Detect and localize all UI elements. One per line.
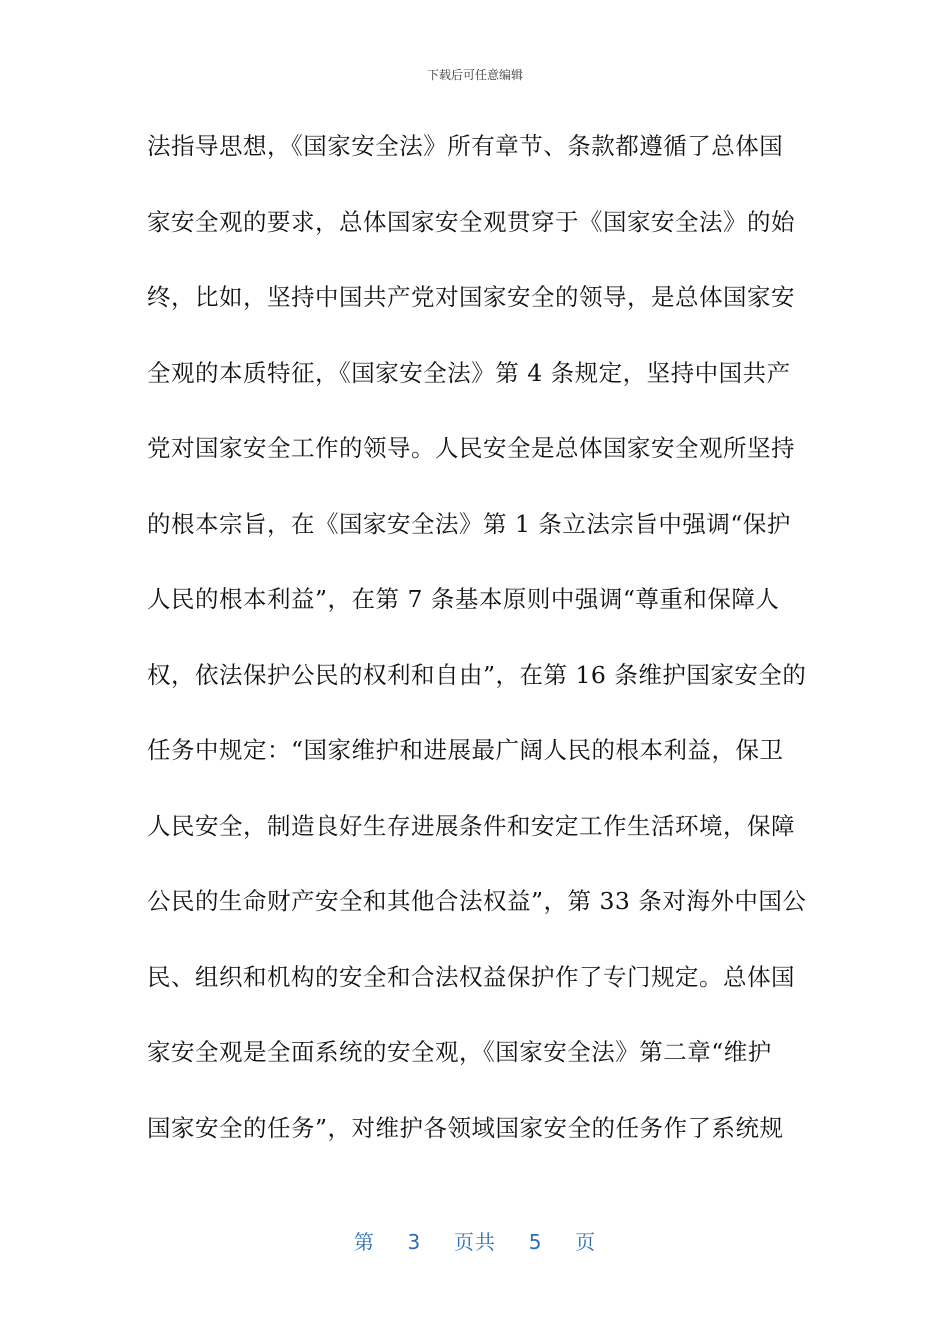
footer-suffix: 页: [575, 1230, 597, 1254]
footer-prefix: 第: [353, 1230, 375, 1254]
document-body: [147, 128, 807, 1185]
body-line: 全观的本质特征，《国家安全法》第 4 条规定，坚持中国共产: [147, 358, 791, 387]
body-line: 家安全观是全面系统的安全观，《国家安全法》第二章“维护: [147, 1038, 772, 1066]
body-line: 任务中规定：“国家维护和进展最广阔人民的根本利益，保卫: [147, 736, 784, 764]
body-line: 党对国家安全工作的领导。人民安全是总体国家安全观所坚持: [147, 434, 795, 462]
body-line: 公民的生命财产安全和其他合法权益”，第 33 条对海外中国公: [147, 887, 807, 915]
body-line: 权，依法保护公民的权利和自由”，在第 16 条维护国家安全的: [147, 660, 807, 689]
total-pages-number: 5: [528, 1230, 543, 1254]
page-footer: [0, 1226, 950, 1255]
page-header: 下载后可任意编辑: [426, 68, 523, 82]
footer-middle: 页共: [454, 1230, 496, 1254]
body-line: 家安全观的要求，总体国家安全观贯穿于《国家安全法》的始: [147, 207, 795, 236]
body-line: 人民的根本利益”，在第 7 条基本原则中强调“尊重和保障人: [147, 585, 780, 613]
body-line: 的根本宗旨，在《国家安全法》第 1 条立法宗旨中强调“保护: [147, 509, 791, 538]
body-line: 法指导思想，《国家安全法》所有章节、条款都遵循了总体国: [147, 132, 784, 160]
body-line: 国家安全的任务”，对维护各领域国家安全的任务作了系统规: [147, 1113, 784, 1142]
body-line: 民、组织和机构的安全和合法权益保护作了专门规定。总体国: [147, 962, 795, 991]
current-page-number: 3: [407, 1230, 422, 1254]
body-line: 人民安全，制造良好生存进展条件和安定工作生活环境，保障: [147, 811, 795, 840]
body-line: 终，比如，坚持中国共产党对国家安全的领导，是总体国家安: [147, 283, 795, 311]
